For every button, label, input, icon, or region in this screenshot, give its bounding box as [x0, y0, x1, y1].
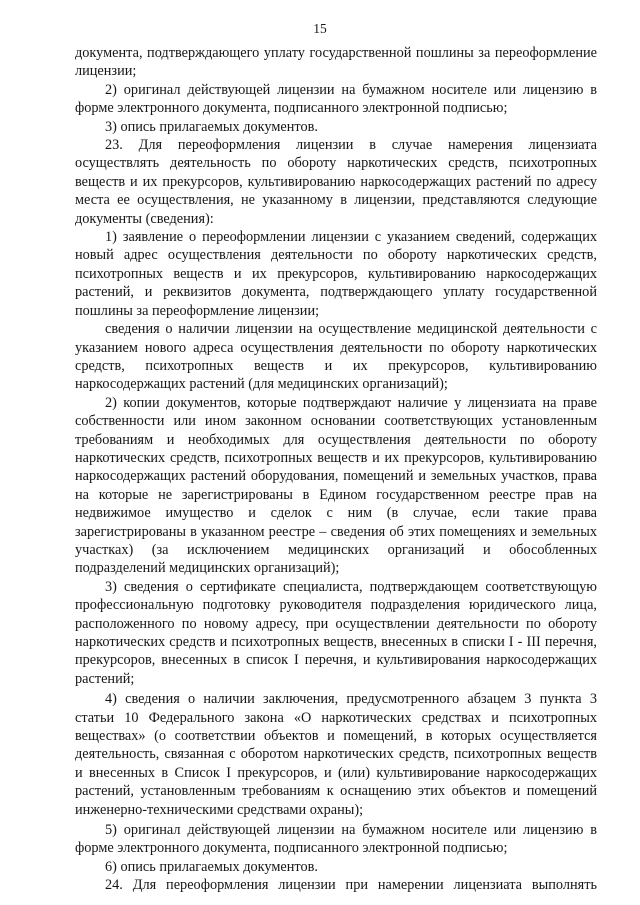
clause-23-item-6-inventory: 6) опись прилагаемых документов.	[105, 858, 318, 875]
clause-23: 23. Для переоформления лицензии в случае намерения лицензиата осуществлять деятельность по обороту наркотических средств, психотропных веществ и их прекурсоров, культивированию наркосодержащих растений по адресу места ее осуществления, не указанному в лицензии, представляются следующие документы (сведения):	[75, 137, 597, 227]
clause-23-medical-license-info: сведения о наличии лицензии на осуществление медицинской деятельности с указанием нового адреса осуществления деятельности по обороту наркотических средств, психотропных веществ и их прекурсоров, культивированию наркосодержащих растений (для медицинских организаций);	[75, 321, 597, 393]
clause-23-item-1-application: 1) заявление о переоформлении лицензии с указанием сведений, содержащих новый адрес осуществления деятельности по обороту наркотических средств, психотропных веществ и их прекурсоров, культивированию наркосодержащих растений, и реквизитов документа, подтверждающего уплату государственной пошлины за переоформление лицензии;	[75, 229, 597, 319]
clause-24: 24. Для переоформления лицензии при намерении лицензиата выполнять	[105, 877, 597, 894]
list-item-3-inventory: 3) опись прилагаемых документов.	[105, 118, 318, 135]
list-item-2-original-license: 2) оригинал действующей лицензии на бумажном носителе или лицензию в форме электронного документа, подписанного электронной подписью;	[75, 81, 597, 117]
clause-23-item-5-original-license: 5) оригинал действующей лицензии на бумажном носителе или лицензию в форме электронного документа, подписанного электронной подписью;	[75, 822, 597, 857]
document-body	[75, 44, 597, 895]
clause-23-item-2-document-copies: 2) копии документов, которые подтверждают наличие у лицензиата на праве собственности или ином законном основании соответствующих установленным требованиям и необходимых для осуществления деятельности по обороту наркотических средств, психотропных веществ и их прекурсоров, культивированию наркосодержащих растений оборудования, помещений и земельных участков, права на которые не зарегистрированы в Едином государственном реестре прав на недвижимое имущество и сделок с ним (в случае, если такие права зарегистрированы в указанном реестре – сведения об этих помещениях и земельных участках) (за исключением медицинских организаций и обособленных подразделений медицинских организаций);	[75, 394, 597, 577]
clause-23-item-3-specialist-certificate: 3) сведения о сертификате специалиста, подтверждающем соответствующую профессиональную подготовку руководителя подразделения юридического лица, расположенного по новому адресу, при осуществлении деятельности по обороту наркотических средств и психотропных веществ, внесенных в списки I - III перечня, прекурсоров, внесенных в список I перечня, и культивирования наркосодержащих растений;	[75, 578, 597, 687]
page-number: 15	[313, 21, 327, 36]
paragraph-continuation: документа, подтверждающего уплату государственной пошлины за переоформление лицензии;	[75, 45, 597, 80]
clause-23-item-4-conclusion: 4) сведения о наличии заключения, предусмотренного абзацем 3 пункта 3 статьи 10 Федерального закона «О наркотических средствах и психотропных веществах» (о соответствии объектов и помещений, в которых осуществляется деятельность, связанная с оборотом наркотических средств, психотропных веществ и внесенных в Список I прекурсоров, и (или) культивирование наркосодержащих растений, установленным требованиям к оснащению этих объектов и помещений инженерно-техническими средствами охраны);	[75, 691, 597, 818]
